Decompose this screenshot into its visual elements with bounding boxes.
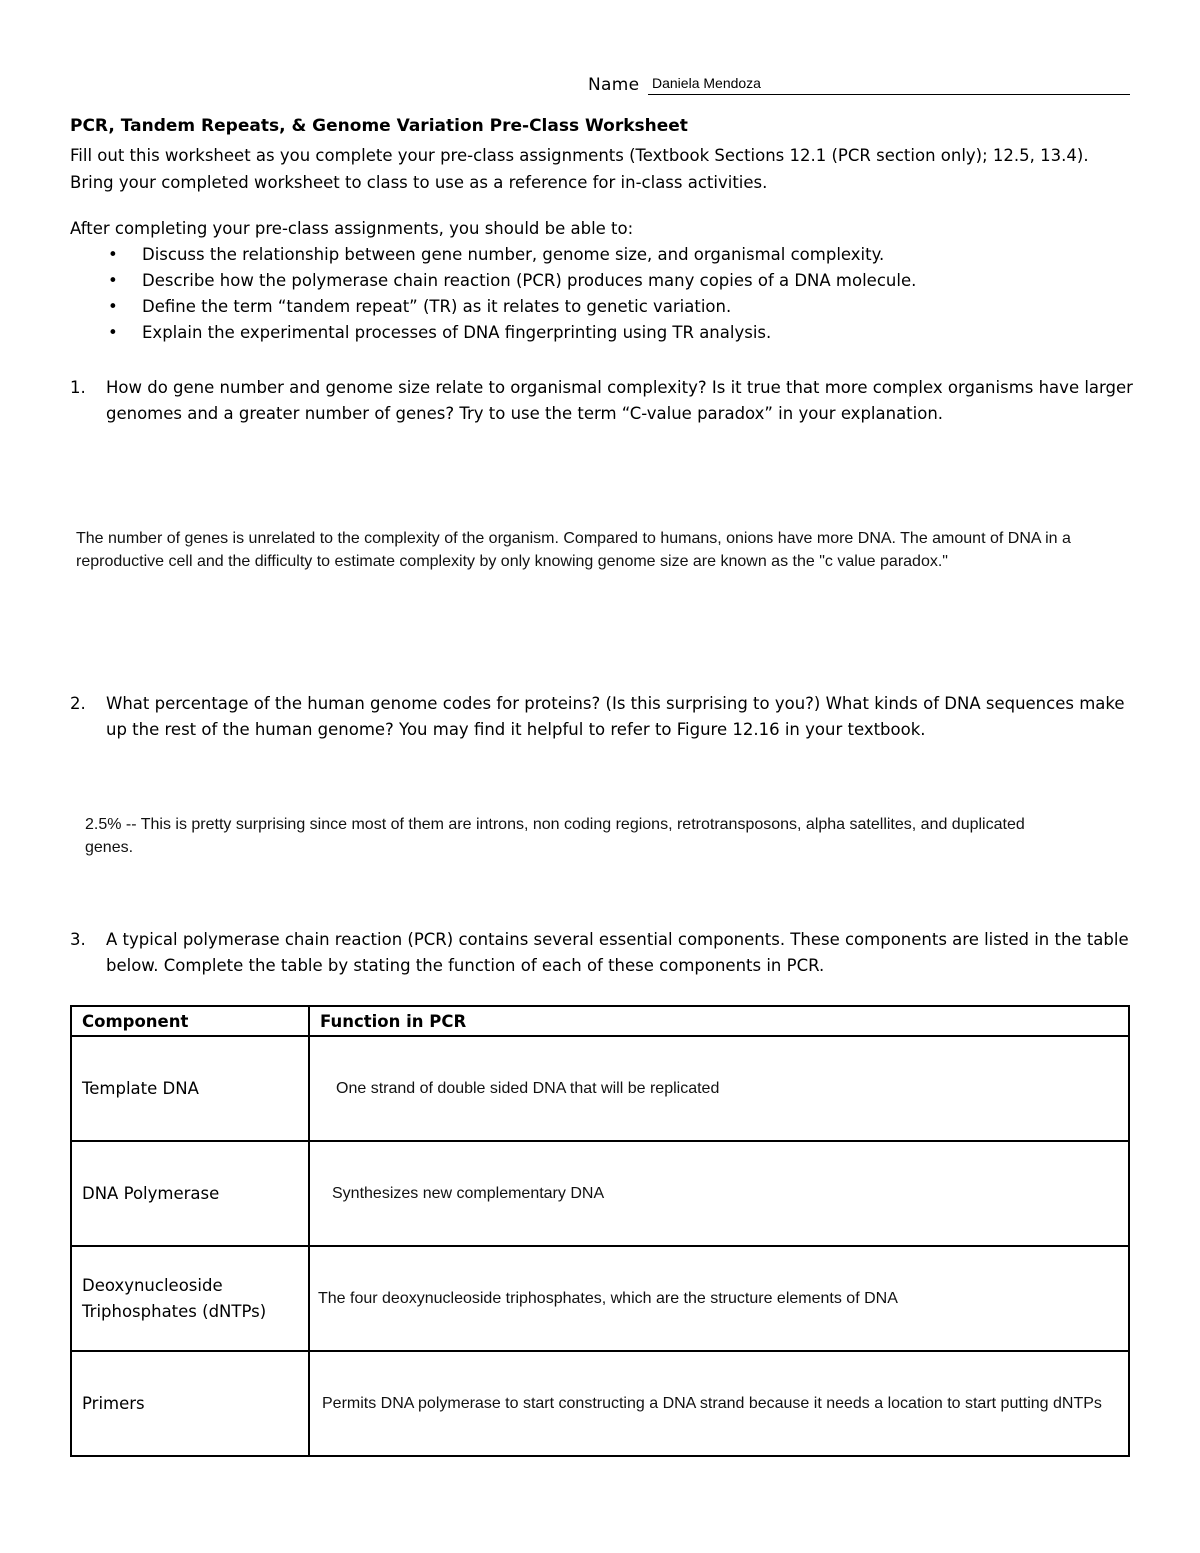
intro-paragraph: Fill out this worksheet as you complete your pre-class assignments (Textbook Sections 12.1 (PCR section only); 12.5, 13.4). Bring your completed worksheet to class to use as a reference for in-class activities.: [70, 146, 1089, 192]
bullet: •: [108, 271, 118, 290]
objective-text: Explain the experimental processes of DNA fingerprinting using TR analysis.: [142, 323, 772, 342]
header-component: Component: [71, 1006, 309, 1036]
bullet: •: [108, 297, 118, 316]
name-label: Name: [588, 75, 640, 95]
table-row: [71, 1036, 1129, 1141]
objectives-list: [70, 242, 916, 346]
bullet: •: [108, 245, 118, 264]
table-row: [71, 1246, 1129, 1351]
name-underline: [648, 94, 1130, 95]
pcr-components-table: [70, 1005, 1130, 1457]
question-1: [70, 375, 1135, 427]
answer-1[interactable]: The number of genes is unrelated to the complexity of the organism. Compared to humans, onions have more DNA. The amount of DNA in a reproductive cell and the difficulty to estimate complexity by only knowing genome size are known as the "c value paradox.": [76, 530, 1071, 570]
objective-text: Define the term “tandem repeat” (TR) as it relates to genetic variation.: [142, 297, 732, 316]
objective-item: [70, 320, 916, 346]
function-cell[interactable]: One strand of double sided DNA that will be replicated: [309, 1036, 1129, 1141]
objective-text: Describe how the polymerase chain reaction (PCR) produces many copies of a DNA molecule.: [142, 271, 917, 290]
function-cell[interactable]: The four deoxynucleoside triphosphates, which are the structure elements of DNA: [309, 1246, 1129, 1351]
component-cell: Deoxynucleoside Triphosphates (dNTPs): [71, 1246, 309, 1351]
name-field[interactable]: [588, 72, 1130, 98]
question-3: [70, 927, 1135, 979]
name-value[interactable]: Daniela Mendoza: [652, 75, 761, 91]
objective-item: [70, 242, 916, 268]
question-number: 1.: [70, 378, 86, 397]
component-cell: DNA Polymerase: [71, 1141, 309, 1246]
table-row: [71, 1351, 1129, 1456]
table-row: [71, 1141, 1129, 1246]
objective-text: Discuss the relationship between gene number, genome size, and organismal complexity.: [142, 245, 885, 264]
question-number: 3.: [70, 930, 86, 949]
bullet: •: [108, 323, 118, 342]
header-function: Function in PCR: [309, 1006, 1129, 1036]
worksheet-title: PCR, Tandem Repeats, & Genome Variation Pre-Class Worksheet: [70, 116, 688, 136]
question-2: [70, 691, 1135, 743]
objective-item: [70, 268, 916, 294]
objectives-intro: After completing your pre-class assignments, you should be able to:: [70, 219, 634, 238]
objective-item: [70, 294, 916, 320]
question-text: How do gene number and genome size relate to organismal complexity? Is it true that more complex organisms have larger genomes and a greater number of genes? Try to use the term “C-value paradox” in your explanation.: [106, 378, 1133, 423]
question-number: 2.: [70, 694, 86, 713]
table-header-row: [71, 1006, 1129, 1036]
question-text: What percentage of the human genome codes for proteins? (Is this surprising to you?) What kinds of DNA sequences make up the rest of the human genome? You may find it helpful to refer to Figure 12.16 in your textbook.: [106, 694, 1125, 739]
answer-2[interactable]: 2.5% -- This is pretty surprising since most of them are introns, non coding regions, retrotransposons, alpha satellites, and duplicated genes.: [85, 816, 1025, 856]
function-cell[interactable]: Permits DNA polymerase to start constructing a DNA strand because it needs a location to start putting dNTPs: [309, 1351, 1129, 1456]
component-cell: Primers: [71, 1351, 309, 1456]
question-text: A typical polymerase chain reaction (PCR) contains several essential components. These components are listed in the table below. Complete the table by stating the function of each of these components in PCR.: [106, 930, 1129, 975]
function-cell[interactable]: Synthesizes new complementary DNA: [309, 1141, 1129, 1246]
component-cell: Template DNA: [71, 1036, 309, 1141]
